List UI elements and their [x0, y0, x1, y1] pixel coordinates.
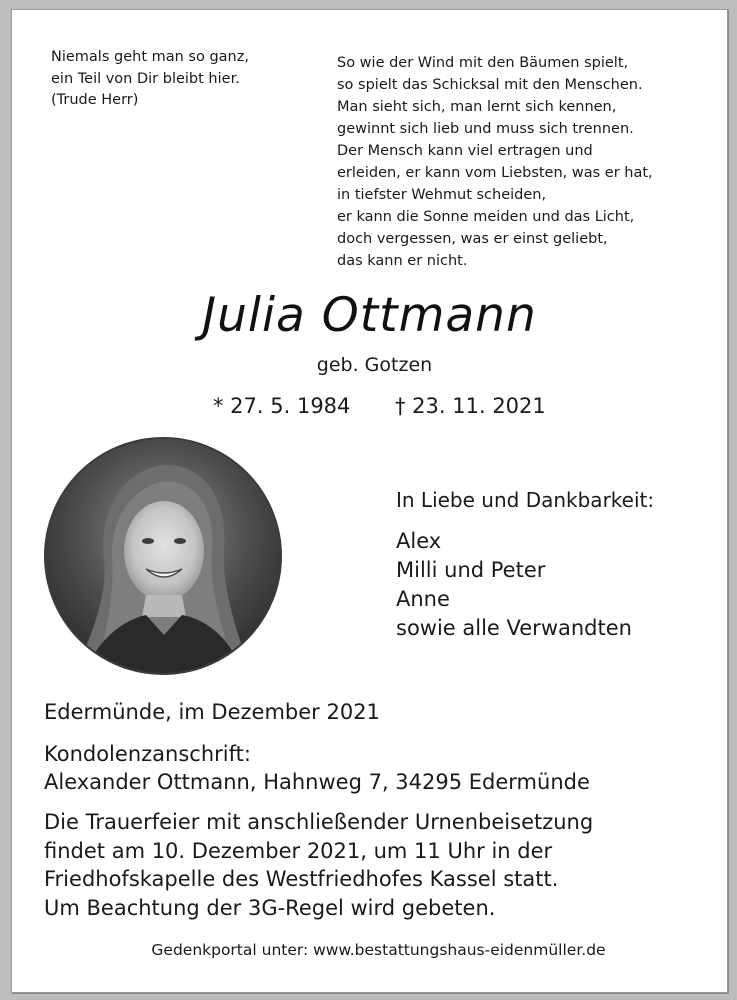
quote-left-attribution: (Trude Herr) — [51, 92, 139, 108]
portrait-photo — [44, 437, 282, 675]
poem — [337, 52, 717, 272]
death-date: † 23. 11. 2021 — [395, 394, 546, 418]
poem-line: doch vergessen, was er einst geliebt, — [337, 231, 608, 247]
service-line: Friedhofskapelle des Westfriedhofes Kassel statt. — [44, 867, 559, 891]
poem-line: Man sieht sich, man lernt sich kennen, — [337, 99, 617, 115]
poem-line: in tiefster Wehmut scheiden, — [337, 187, 547, 203]
birth-date: * 27. 5. 1984 — [213, 394, 351, 418]
mourner-name: sowie alle Verwandten — [396, 616, 632, 640]
poem-line: das kann er nicht. — [337, 253, 468, 269]
obituary-notice — [11, 9, 728, 993]
deceased-name: Julia Ottmann — [202, 288, 537, 343]
quote-left-line: ein Teil von Dir bleibt hier. — [51, 70, 240, 87]
portrait-illustration — [46, 439, 280, 673]
poem-line: Der Mensch kann viel ertragen und — [337, 143, 593, 159]
poem-line: erleiden, er kann vom Liebsten, was er hat, — [337, 165, 653, 181]
mourner-name: Alex — [396, 529, 442, 553]
funeral-service-info — [44, 808, 593, 922]
service-line: findet am 10. Dezember 2021, um 11 Uhr in der — [44, 838, 553, 863]
quote-left-line: Niemals geht man so ganz, — [51, 49, 249, 65]
condolence-address-text: Alexander Ottmann, Hahnweg 7, 34295 Edermünde — [44, 770, 590, 794]
place-date: Edermünde, im Dezember 2021 — [44, 700, 380, 724]
mourner-name: Milli und Peter — [396, 558, 546, 582]
memorial-portal-link: Gedenkportal unter: www.bestattungshaus-eidenmüller.de — [151, 941, 606, 959]
quote-left — [51, 47, 311, 112]
maiden-name: geb. Gotzen — [316, 354, 433, 376]
service-line: Die Trauerfeier mit anschließender Urnenbeisetzung — [44, 810, 594, 834]
thanks-intro: In Liebe und Dankbarkeit: — [396, 488, 655, 512]
condolence-label: Kondolenzanschrift: — [44, 742, 251, 766]
poem-line: gewinnt sich lieb und muss sich trennen. — [337, 121, 634, 137]
mourner-list — [396, 527, 632, 643]
poem-line: er kann die Sonne meiden und das Licht, — [337, 209, 635, 225]
poem-line: So wie der Wind mit den Bäumen spielt, — [337, 55, 629, 71]
poem-line: so spielt das Schicksal mit den Menschen. — [337, 77, 643, 93]
condolence-address — [44, 740, 590, 796]
service-line: Um Beachtung der 3G-Regel wird gebeten. — [44, 895, 496, 920]
mourner-name: Anne — [396, 587, 450, 611]
